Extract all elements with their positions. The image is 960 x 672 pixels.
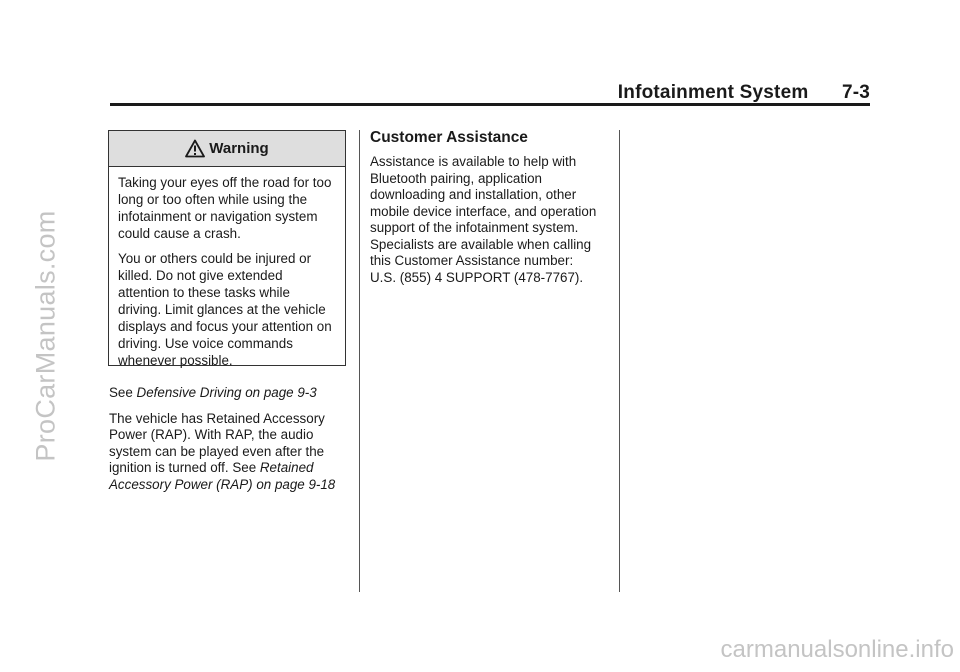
customer-assistance-title: Customer Assistance (370, 129, 528, 146)
warning-paragraph-2: You or others could be injured or killed. Do not give extended attention to these tasks while driving. Limit glances at the vehicle displays and focus your attention on driving. Use voice commands whenever possible. (118, 251, 332, 368)
customer-assistance-text (370, 154, 615, 286)
column-divider-2 (619, 130, 620, 592)
warning-header (109, 131, 345, 167)
rap-link[interactable]: Retained Accessory Power (RAP) on page 9-18 (109, 460, 336, 492)
column-divider-1 (359, 130, 360, 592)
customer-assistance-phone: U.S. (855) 4 SUPPORT (478-7767). (370, 269, 584, 285)
bottom-watermark: carmanualsonline.info (720, 636, 954, 663)
see-prefix: See (109, 385, 137, 400)
section-title-header: Infotainment System (617, 82, 809, 103)
defensive-driving-link[interactable]: Defensive Driving on page 9-3 (136, 385, 317, 400)
warning-title: Warning (209, 140, 269, 157)
warning-triangle-icon (185, 139, 205, 159)
see-defensive-driving (109, 385, 359, 402)
warning-paragraph-1: Taking your eyes off the road for too long or too often while using the infotainment or navigation system could cause a crash. (118, 175, 332, 241)
see-prefix-2: See (232, 460, 260, 475)
rap-text: The vehicle has Retained Accessory Power (RAP). With RAP, the audio system can be played even after the ignition is turned off. (109, 410, 325, 475)
page-header (618, 82, 870, 104)
page-number: 7-3 (841, 82, 870, 103)
side-watermark: ProCarManuals.com (30, 210, 61, 462)
left-column-text (109, 385, 359, 502)
header-rule (110, 103, 870, 106)
warning-box (108, 130, 346, 366)
rap-paragraph (109, 411, 359, 494)
customer-assistance-body: Assistance is available to help with Bluetooth pairing, application downloading and installation, other mobile device interface, and operation support of the infotainment system. Specialists are available when calling this Customer Assistance number: (370, 154, 597, 268)
warning-body (109, 167, 345, 369)
